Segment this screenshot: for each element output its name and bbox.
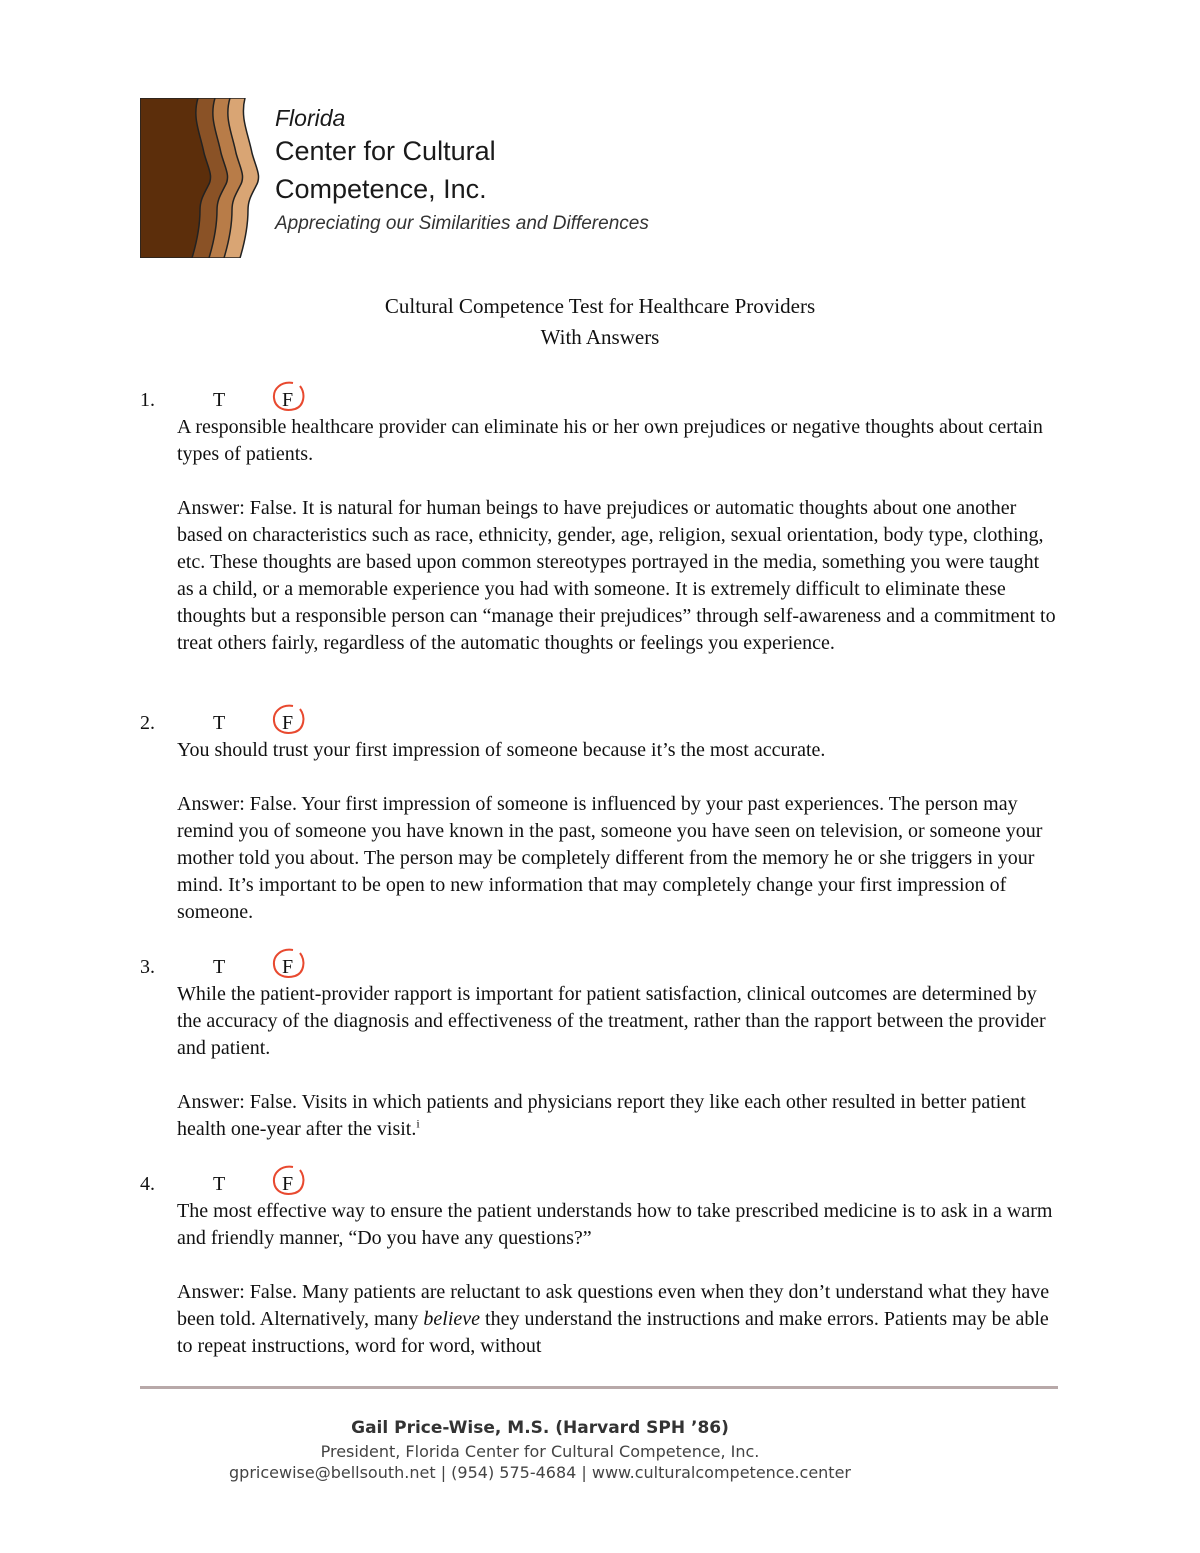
org-line-center: Center for Cultural	[275, 136, 496, 166]
org-line-competence: Competence, Inc.	[275, 174, 487, 204]
profiles-logo-icon	[140, 98, 265, 258]
true-option: T	[213, 1173, 226, 1195]
logo	[140, 98, 700, 260]
question-header	[140, 1171, 1060, 1198]
question-body	[177, 414, 1060, 657]
question-answer	[177, 1089, 1060, 1143]
true-option: T	[213, 389, 226, 411]
question-4	[140, 1171, 1060, 1360]
question-statement: The most effective way to ensure the patient understands how to take prescribed medicine is to ask in a warm and friendly manner, “Do you have any questions?”	[177, 1200, 1053, 1249]
footer-contact[interactable]: gpricewise@bellsouth.net | (954) 575-4684 | www.culturalcompetence.center	[229, 1463, 851, 1482]
question-number: 4.	[140, 1173, 155, 1195]
org-tagline: Appreciating our Similarities and Differences	[275, 213, 649, 234]
question-answer: Answer: False. Your first impression of someone is influenced by your past experiences. The person may remind you of someone you have known in the past, someone you have seen on television, or someone your mother told you about. The person may be completely different from the memory he or she triggers in your mind. It’s important to be open to new information that may completely change your first impression of someone.	[177, 793, 1043, 923]
question-3	[140, 954, 1060, 1143]
question-body	[177, 981, 1060, 1143]
question-body	[177, 737, 1060, 926]
document-title: Cultural Competence Test for Healthcare Providers	[384, 294, 816, 318]
footer-divider	[140, 1386, 1058, 1389]
question-statement: A responsible healthcare provider can eliminate his or her own prejudices or negative thoughts about certain types of patients.	[177, 416, 1043, 465]
answer-text: Answer: False. Visits in which patients and physicians report they like each other resulted in better patient health one-year after the visit.	[177, 1091, 1026, 1140]
question-header	[140, 710, 1060, 737]
question-number: 2.	[140, 712, 155, 734]
footnote-reference[interactable]: i	[416, 1116, 420, 1131]
document-subtitle: With Answers	[540, 325, 660, 349]
question-number: 3.	[140, 956, 155, 978]
answer-emphasis: believe	[423, 1308, 481, 1330]
true-option: T	[213, 956, 226, 978]
question-body	[177, 1198, 1060, 1360]
question-1	[140, 387, 1060, 657]
question-statement: You should trust your first impression of someone because it’s the most accurate.	[177, 739, 826, 761]
question-answer: Answer: False. It is natural for human beings to have prejudices or automatic thoughts about one another based on characteristics such as race, ethnicity, gender, age, religion, sexual orientation, body type, clothing, etc. These thoughts are based upon common stereotypes portrayed in the media, something you were taught as a child, or a memorable experience you had with someone. It is extremely difficult to eliminate these thoughts but a responsible person can “manage their prejudices” through self-awareness and a commitment to treat others fairly, regardless of the automatic thoughts or feelings you experience.	[177, 497, 1056, 654]
org-line-florida: Florida	[275, 105, 346, 131]
false-option: F	[282, 956, 294, 978]
question-statement: While the patient-provider rapport is important for patient satisfaction, clinical outcomes are determined by the accuracy of the diagnosis and effectiveness of the treatment, rather than the rapport between the provider and patient.	[177, 983, 1046, 1059]
answer-text-end: they understand the instructions and make errors. Patients may be able to repeat instructions, word for word, without	[177, 1308, 1049, 1357]
footer-role: President, Florida Center for Cultural Competence, Inc.	[320, 1442, 760, 1461]
false-option: F	[282, 389, 294, 411]
organization-name	[275, 104, 649, 238]
question-2	[140, 710, 1060, 926]
question-header	[140, 954, 1060, 981]
question-header	[140, 387, 1060, 414]
answer-text-start: Answer: False. Many patients are reluctant to ask questions even when they don’t understand what they have been told. Alternatively, many	[177, 1281, 1050, 1330]
false-option: F	[282, 712, 294, 734]
question-number: 1.	[140, 389, 155, 411]
false-option: F	[282, 1173, 294, 1195]
footer-name: Gail Price-Wise, M.S. (Harvard SPH ’86)	[351, 1418, 729, 1438]
true-option: T	[213, 712, 226, 734]
question-answer	[177, 1279, 1060, 1360]
